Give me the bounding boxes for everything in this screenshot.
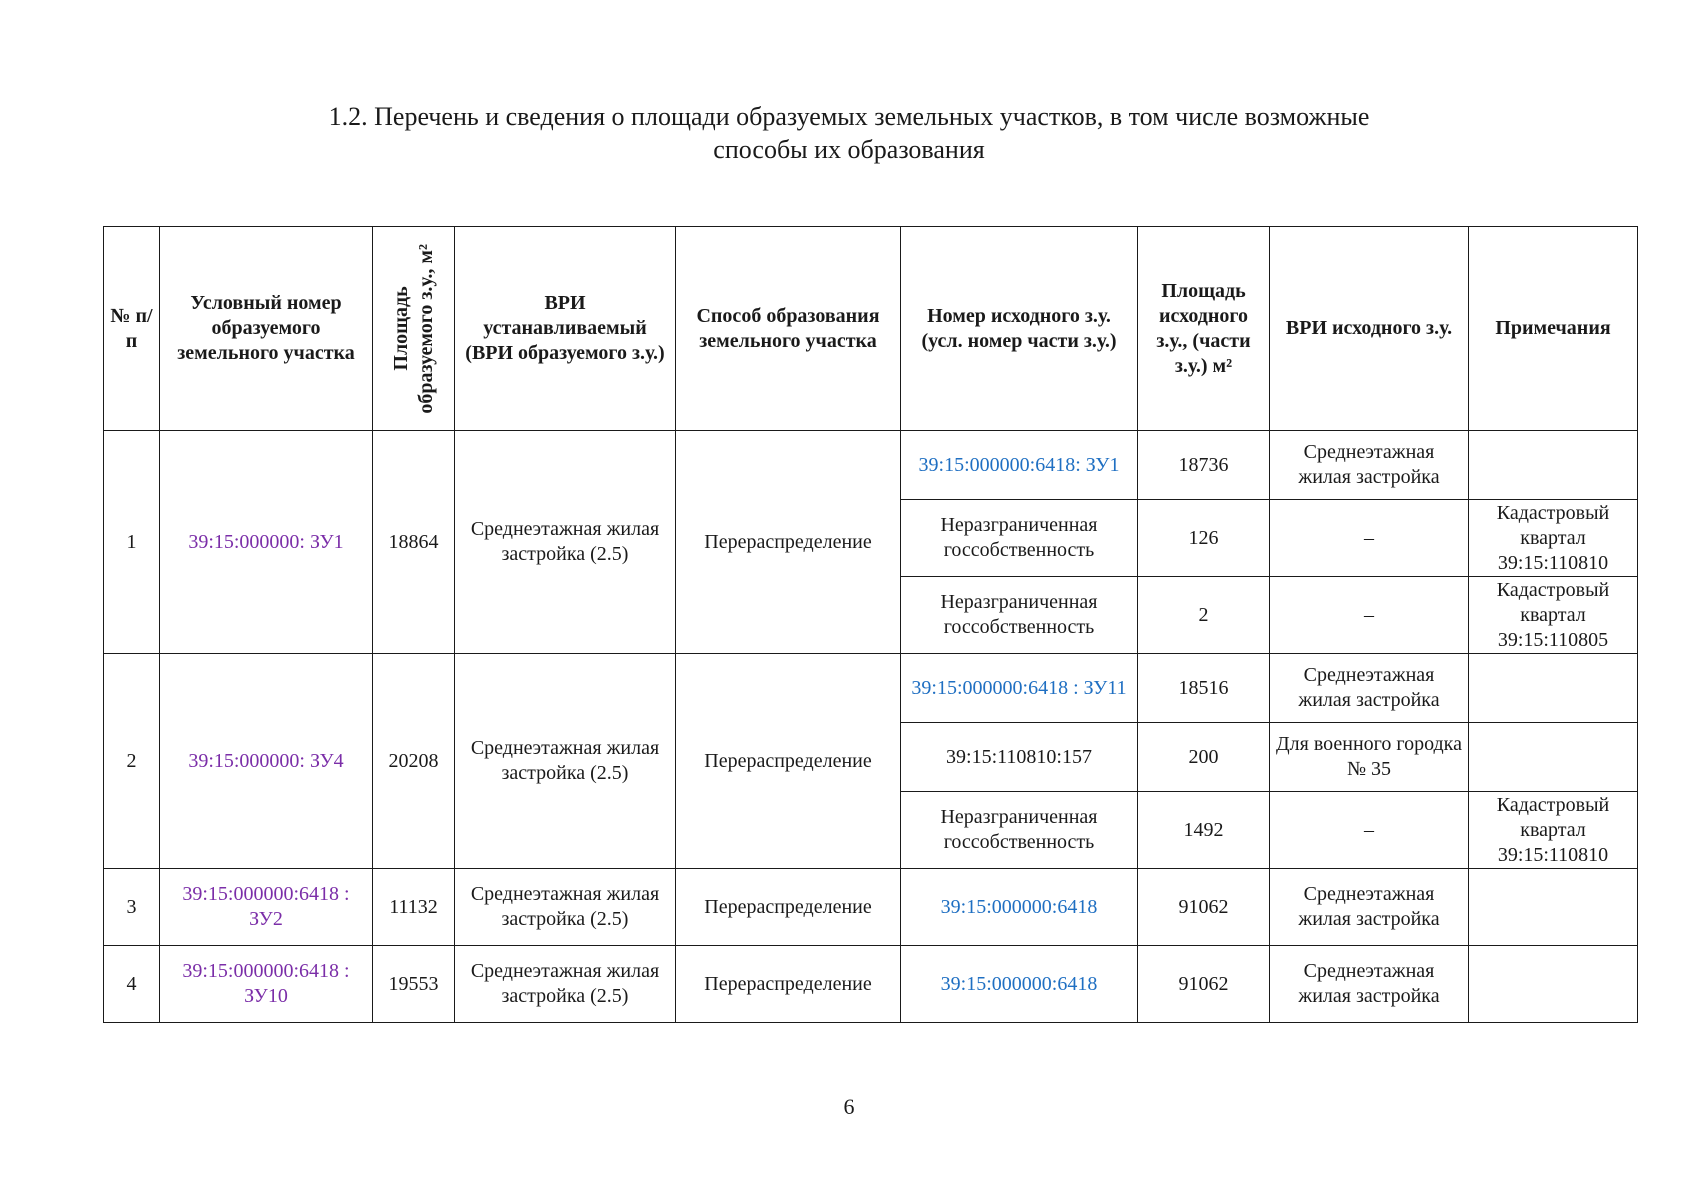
table-row — [104, 946, 1638, 1023]
cell-source-number: 39:15:000000:6418 — [901, 869, 1138, 946]
cell-area: 11132 — [373, 869, 455, 946]
cell-method: Перераспределение — [676, 654, 901, 869]
cell-cond-number: 39:15:000000:6418 : ЗУ2 — [160, 869, 373, 946]
header-num: № п/п — [104, 227, 160, 431]
title-line-1: 1.2. Перечень и сведения о площади образуемых земельных участков, в том числе возможные — [328, 102, 1370, 131]
header-area — [373, 227, 455, 431]
cell-source-vri: Среднеэтажная жилая застройка — [1270, 431, 1469, 500]
cell-cond-number: 39:15:000000:6418 : ЗУ10 — [160, 946, 373, 1023]
page-title — [0, 100, 1698, 166]
table-row — [104, 431, 1638, 500]
cell-note — [1469, 431, 1638, 500]
table-row — [104, 654, 1638, 723]
title-line-2: способы их образования — [713, 135, 985, 164]
cell-source-number: Неразграниченная госсобственность — [901, 792, 1138, 869]
cell-vri: Среднеэтажная жилая застройка (2.5) — [455, 431, 676, 654]
header-notes: Примечания — [1469, 227, 1638, 431]
cell-method: Перераспределение — [676, 869, 901, 946]
cell-source-vri: Для военного городка № 35 — [1270, 723, 1469, 792]
cell-source-number: Неразграниченная госсобственность — [901, 500, 1138, 577]
cell-area: 18864 — [373, 431, 455, 654]
cell-source-number: Неразграниченная госсобственность — [901, 577, 1138, 654]
cell-cond-number: 39:15:000000: ЗУ1 — [160, 431, 373, 654]
cell-vri: Среднеэтажная жилая застройка (2.5) — [455, 654, 676, 869]
cell-source-number: 39:15:000000:6418 — [901, 946, 1138, 1023]
header-source-number: Номер исходного з.у. (усл. номер части з.у.) — [901, 227, 1138, 431]
cell-area: 20208 — [373, 654, 455, 869]
cell-note — [1469, 946, 1638, 1023]
cell-num: 1 — [104, 431, 160, 654]
cell-method: Перераспределение — [676, 946, 901, 1023]
cell-note: Кадастровый квартал 39:15:110805 — [1469, 577, 1638, 654]
cell-num: 3 — [104, 869, 160, 946]
cell-source-vri: – — [1270, 792, 1469, 869]
cell-source-number: 39:15:110810:157 — [901, 723, 1138, 792]
header-method: Способ образования земельного участка — [676, 227, 901, 431]
header-source-area: Площадь исходного з.у., (части з.у.) м² — [1138, 227, 1270, 431]
cell-source-area: 91062 — [1138, 946, 1270, 1023]
cell-source-vri: – — [1270, 577, 1469, 654]
page-number: 6 — [843, 1094, 855, 1119]
cell-source-area: 18516 — [1138, 654, 1270, 723]
header-row — [104, 227, 1638, 431]
cell-area: 19553 — [373, 946, 455, 1023]
cell-source-area: 126 — [1138, 500, 1270, 577]
header-area-line1: Площадь — [389, 286, 412, 371]
header-source-vri: ВРИ исходного з.у. — [1270, 227, 1469, 431]
cell-source-area: 91062 — [1138, 869, 1270, 946]
cell-source-vri: Среднеэтажная жилая застройка — [1270, 654, 1469, 723]
header-cond-number: Условный номер образуемого земельного участка — [160, 227, 373, 431]
cell-num: 2 — [104, 654, 160, 869]
cell-cond-number: 39:15:000000: ЗУ4 — [160, 654, 373, 869]
cell-vri: Среднеэтажная жилая застройка (2.5) — [455, 946, 676, 1023]
cell-num: 4 — [104, 946, 160, 1023]
cell-note — [1469, 723, 1638, 792]
cell-vri: Среднеэтажная жилая застройка (2.5) — [455, 869, 676, 946]
land-plots-table — [103, 226, 1638, 1023]
cell-note: Кадастровый квартал 39:15:110810 — [1469, 500, 1638, 577]
cell-note — [1469, 869, 1638, 946]
header-vri-new: ВРИ устанавливаемый (ВРИ образуемого з.у.) — [455, 227, 676, 431]
cell-source-vri: Среднеэтажная жилая застройка — [1270, 946, 1469, 1023]
cell-source-vri: – — [1270, 500, 1469, 577]
cell-source-area: 1492 — [1138, 792, 1270, 869]
cell-source-area: 200 — [1138, 723, 1270, 792]
cell-method: Перераспределение — [676, 431, 901, 654]
cell-source-vri: Среднеэтажная жилая застройка — [1270, 869, 1469, 946]
table-row — [104, 869, 1638, 946]
header-area-line2: образуемого з.у., м² — [414, 243, 437, 414]
cell-source-number: 39:15:000000:6418 : ЗУ11 — [901, 654, 1138, 723]
cell-source-area: 2 — [1138, 577, 1270, 654]
cell-note — [1469, 654, 1638, 723]
cell-source-number: 39:15:000000:6418: ЗУ1 — [901, 431, 1138, 500]
cell-source-area: 18736 — [1138, 431, 1270, 500]
cell-note: Кадастровый квартал 39:15:110810 — [1469, 792, 1638, 869]
